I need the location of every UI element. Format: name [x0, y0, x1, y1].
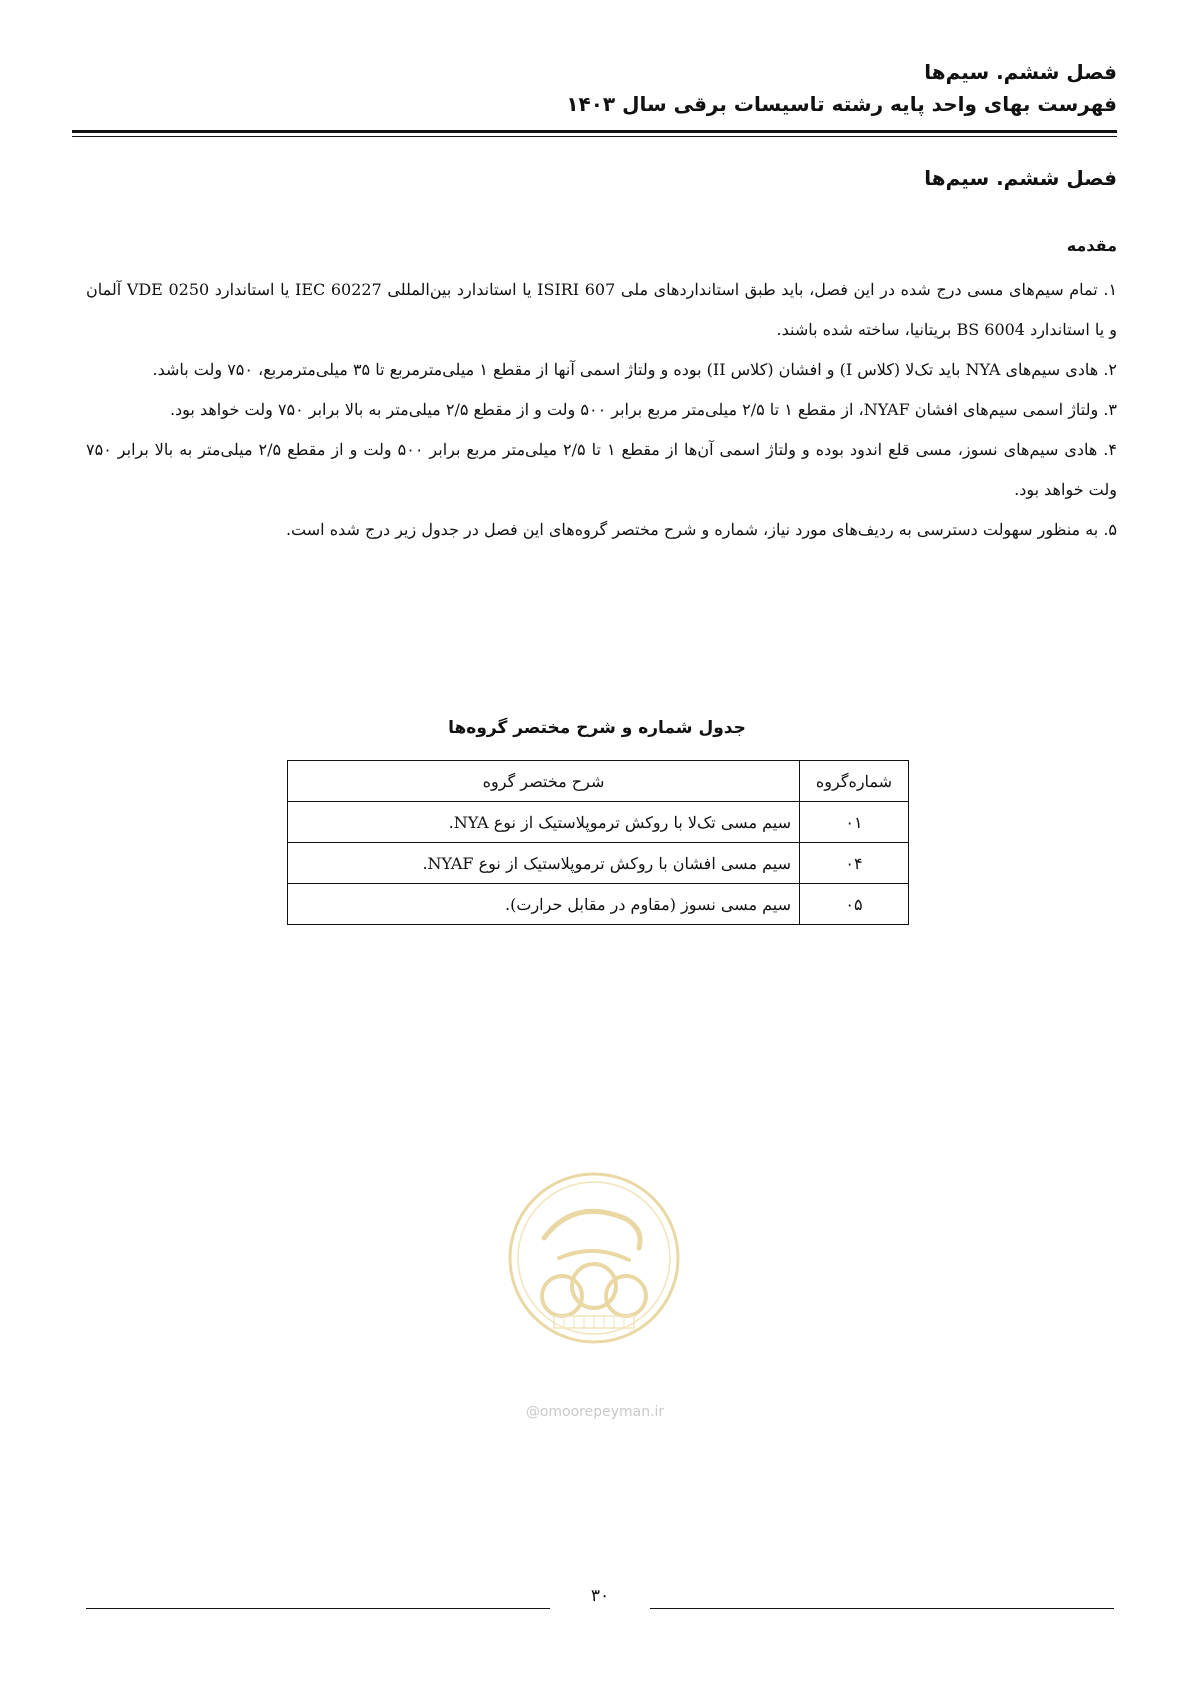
table-row: [288, 884, 909, 925]
group-number: ۰۴: [800, 843, 909, 884]
intro-title: مقدمه: [1066, 236, 1117, 255]
table-row: [288, 843, 909, 884]
intro-body: [86, 270, 1117, 550]
header-rule-thin: [72, 136, 1117, 137]
page-header: [72, 56, 1117, 120]
footer-rule-left: [86, 1608, 550, 1609]
paragraph-4: ۴. هادی سیم‌های نسوز، مسی قلع اندود بوده و ولتاژ اسمی آن‌ها از مقطع ۱ تا ۲/۵ میلی‌متر مربع برابر ۵۰۰ ولت و از مقطع ۲/۵ میلی‌متر به بالا برابر ۷۵۰ ولت خواهد بود.: [86, 440, 1117, 499]
group-description: سیم مسی تک‌لا با روکش ترموپلاستیک از نوع NYA.: [288, 802, 800, 843]
header-rule-thick: [72, 130, 1117, 133]
header-group-number: شماره‌گروه: [800, 761, 909, 802]
footer-rule-right: [650, 1608, 1114, 1609]
groups-table: [287, 760, 909, 925]
table-caption: جدول شماره و شرح مختصر گروه‌ها: [448, 718, 746, 738]
group-number: ۰۱: [800, 802, 909, 843]
chapter-title: فصل ششم. سیم‌ها: [924, 166, 1117, 190]
page-number: ۳۰: [590, 1586, 610, 1606]
paragraph-1: ۱. تمام سیم‌های مسی درج شده در این فصل، باید طبق استانداردهای ملی ISIRI 607 یا استاندارد بین‌المللی IEC 60227 یا استاندارد VDE 0250 آلمان و یا استاندارد BS 6004 بریتانیا، ساخته شده باشند.: [86, 280, 1118, 339]
header-group-description: شرح مختصر گروه: [288, 761, 800, 802]
watermark-seal-icon: [504, 1168, 684, 1348]
header-chapter: فصل ششم. سیم‌ها: [924, 60, 1117, 84]
group-number: ۰۵: [800, 884, 909, 925]
paragraph-2: ۲. هادی سیم‌های NYA باید تک‌لا (کلاس I) و افشان (کلاس II) بوده و ولتاژ اسمی آنها از مقطع ۱ میلی‌مترمربع تا ۳۵ میلی‌مترمربع، ۷۵۰ ولت باشد.: [152, 360, 1117, 379]
table-row: [288, 802, 909, 843]
paragraph-5: ۵. به منظور سهولت دسترسی به ردیف‌های مورد نیاز، شماره و شرح مختصر گروه‌های این فصل در جدول زیر درج شده است.: [285, 520, 1117, 539]
paragraph-3: ۳. ولتاژ اسمی سیم‌های افشان NYAF، از مقطع ۱ تا ۲/۵ میلی‌متر مربع برابر ۵۰۰ ولت و از مقطع ۲/۵ میلی‌متر به بالا برابر ۷۵۰ ولت خواهد بود.: [169, 400, 1117, 419]
group-description: سیم مسی افشان با روکش ترموپلاستیک از نوع NYAF.: [288, 843, 800, 884]
header-title: فهرست بهای واحد پایه رشته تاسیسات برقی سال ۱۴۰۳: [566, 92, 1117, 116]
watermark-site: @omoorepeyman.ir: [525, 1404, 665, 1420]
watermark-logo: [504, 1168, 684, 1348]
group-description: سیم مسی نسوز (مقاوم در مقابل حرارت).: [288, 884, 800, 925]
table-header-row: [288, 761, 909, 802]
